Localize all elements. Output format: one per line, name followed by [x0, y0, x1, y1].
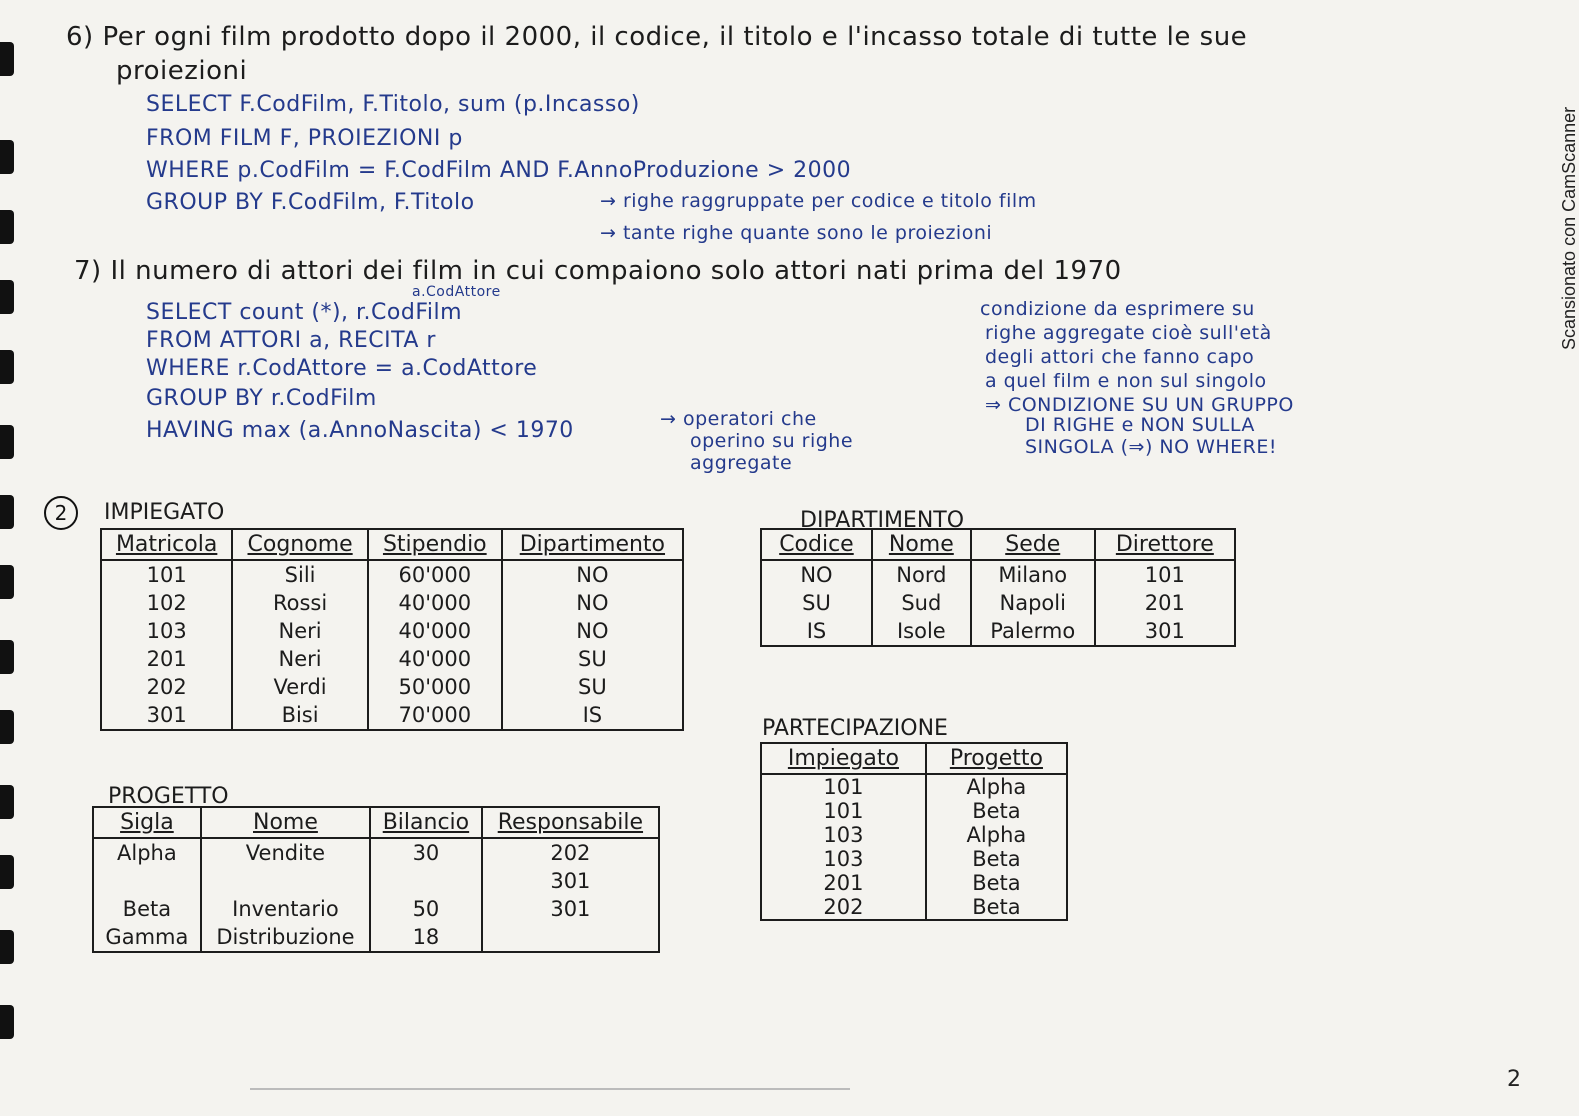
table-cell: Sud — [872, 589, 971, 617]
table-cell: Rossi — [232, 589, 368, 617]
q7-select: SELECT count (*), r.CodFilm — [146, 300, 463, 325]
scanner-watermark — [1535, 30, 1579, 360]
bottom-edge-line — [250, 1088, 850, 1090]
table-row — [101, 560, 683, 589]
table-cell: 101 — [761, 799, 926, 823]
table-cell: 101 — [101, 560, 232, 589]
table-cell: 30 — [370, 838, 482, 867]
binder-holes — [0, 30, 18, 1090]
table-cell: NO — [502, 589, 683, 617]
q7-having-note-2: operino su righe — [690, 430, 854, 452]
table-cell: 60'000 — [368, 560, 502, 589]
table-cell: Alpha — [926, 774, 1067, 799]
table-cell: Gamma — [93, 923, 201, 952]
column-header: Bilancio — [370, 807, 482, 838]
table-cell: 50 — [370, 895, 482, 923]
q7-side-note-5: ⇒ CONDIZIONE SU UN GRUPPO — [985, 394, 1294, 416]
partecipazione-table — [760, 742, 1068, 921]
table-row — [93, 867, 659, 895]
q7-annot-top: a.CodAttore — [412, 284, 501, 300]
table-cell: Neri — [232, 617, 368, 645]
table-row — [93, 838, 659, 867]
table-cell: 18 — [370, 923, 482, 952]
table-cell: 40'000 — [368, 617, 502, 645]
binder-hole — [0, 785, 14, 819]
column-header: Sede — [971, 529, 1095, 560]
progetto-title: PROGETTO — [108, 784, 229, 809]
q6-note1: → righe raggruppate per codice e titolo film — [600, 190, 1037, 212]
table-cell: 40'000 — [368, 589, 502, 617]
scanner-label: Scansionato con CamScanner — [1559, 106, 1579, 350]
column-header: Stipendio — [368, 529, 502, 560]
table-cell: 201 — [761, 871, 926, 895]
table-cell: Beta — [926, 847, 1067, 871]
table-cell: SU — [502, 645, 683, 673]
column-header: Direttore — [1095, 529, 1235, 560]
binder-hole — [0, 1005, 14, 1039]
binder-hole — [0, 350, 14, 384]
table-cell: 102 — [101, 589, 232, 617]
impiegato-table — [100, 528, 684, 731]
q7-having-note-1: → operatori che — [660, 408, 817, 430]
q7-side-note-3: degli attori che fanno capo — [985, 346, 1255, 368]
table-cell: 101 — [761, 774, 926, 799]
column-header: Nome — [872, 529, 971, 560]
q6-text: Per ogni film prodotto dopo il 2000, il codice, il titolo e l'incasso totale di tutte le sue — [102, 22, 1248, 52]
table-cell — [93, 867, 201, 895]
table-cell: Distribuzione — [201, 923, 370, 952]
q6-number: 6) — [66, 22, 94, 52]
table-row — [761, 560, 1235, 589]
table-row — [761, 799, 1067, 823]
q6-where: WHERE p.CodFilm = F.CodFilm AND F.AnnoProduzione > 2000 — [146, 158, 852, 183]
column-header: Matricola — [101, 529, 232, 560]
table-header-row — [761, 529, 1235, 560]
table-cell: Inventario — [201, 895, 370, 923]
table-row — [761, 617, 1235, 646]
q6-select: SELECT F.CodFilm, F.Titolo, sum (p.Incasso) — [146, 92, 640, 117]
table-cell: 301 — [1095, 617, 1235, 646]
q7-having: HAVING max (a.AnnoNascita) < 1970 — [146, 418, 574, 443]
table-cell — [482, 923, 659, 952]
table-cell: Palermo — [971, 617, 1095, 646]
q7-side-note-1: condizione da esprimere su — [980, 298, 1255, 320]
table-cell: Beta — [93, 895, 201, 923]
table-cell: Nord — [872, 560, 971, 589]
table-cell: Napoli — [971, 589, 1095, 617]
column-header: Responsabile — [482, 807, 659, 838]
table-cell: Vendite — [201, 838, 370, 867]
table-cell: Beta — [926, 895, 1067, 920]
q6-text-line1 — [66, 22, 1247, 52]
q7-side-note-2: righe aggregate cioè sull'età — [985, 322, 1272, 344]
table-cell: Bisi — [232, 701, 368, 730]
binder-hole — [0, 855, 14, 889]
table-cell: 301 — [101, 701, 232, 730]
table-row — [761, 871, 1067, 895]
table-cell: 202 — [482, 838, 659, 867]
table-cell: Sili — [232, 560, 368, 589]
table-cell: 201 — [1095, 589, 1235, 617]
table-row — [761, 847, 1067, 871]
column-header: Progetto — [926, 743, 1067, 774]
binder-hole — [0, 930, 14, 964]
table-cell: Isole — [872, 617, 971, 646]
q7-side-note-7: SINGOLA (⇒) NO WHERE! — [1025, 436, 1278, 458]
table-cell: 103 — [101, 617, 232, 645]
q6-groupby: GROUP BY F.CodFilm, F.Titolo — [146, 190, 475, 215]
column-header: Nome — [201, 807, 370, 838]
page-number: 2 — [1507, 1067, 1521, 1092]
binder-hole — [0, 640, 14, 674]
progetto-table — [92, 806, 660, 953]
table-cell: Beta — [926, 799, 1067, 823]
table-row — [101, 645, 683, 673]
column-header: Dipartimento — [502, 529, 683, 560]
table-row — [101, 673, 683, 701]
table-cell: SU — [502, 673, 683, 701]
table-header-row — [101, 529, 683, 560]
q7-side-note-4: a quel film e non sul singolo — [985, 370, 1267, 392]
table-cell — [201, 867, 370, 895]
column-header: Impiegato — [761, 743, 926, 774]
q7-text: Il numero di attori dei film in cui compaiono solo attori nati prima del 1970 — [110, 256, 1122, 286]
table-cell: NO — [761, 560, 872, 589]
table-cell: 50'000 — [368, 673, 502, 701]
table-cell: Verdi — [232, 673, 368, 701]
q6-text-line2: proiezioni — [116, 56, 248, 86]
table-cell: 301 — [482, 867, 659, 895]
binder-hole — [0, 710, 14, 744]
table-cell: 70'000 — [368, 701, 502, 730]
q7-text-line — [74, 256, 1122, 286]
q7-having-note-3: aggregate — [690, 452, 793, 474]
binder-hole — [0, 425, 14, 459]
table-row — [761, 589, 1235, 617]
table-cell: Beta — [926, 871, 1067, 895]
table-cell: 202 — [101, 673, 232, 701]
table-row — [93, 895, 659, 923]
dipartimento-table — [760, 528, 1236, 647]
table-cell: 40'000 — [368, 645, 502, 673]
table-cell: Neri — [232, 645, 368, 673]
table-cell: IS — [502, 701, 683, 730]
binder-hole — [0, 140, 14, 174]
table-row — [761, 774, 1067, 799]
table-row — [761, 895, 1067, 920]
table-cell: 103 — [761, 847, 926, 871]
binder-hole — [0, 210, 14, 244]
table-header-row — [93, 807, 659, 838]
table-row — [101, 701, 683, 730]
partecipazione-title: PARTECIPAZIONE — [762, 716, 948, 741]
column-header: Sigla — [93, 807, 201, 838]
table-cell: 103 — [761, 823, 926, 847]
table-cell: 101 — [1095, 560, 1235, 589]
impiegato-title: IMPIEGATO — [104, 500, 225, 525]
section-number: 2 — [44, 496, 78, 530]
table-cell: NO — [502, 617, 683, 645]
table-header-row — [761, 743, 1067, 774]
table-cell: SU — [761, 589, 872, 617]
table-cell: 201 — [101, 645, 232, 673]
table-row — [101, 589, 683, 617]
q6-from: FROM FILM F, PROIEZIONI p — [146, 126, 463, 151]
column-header: Codice — [761, 529, 872, 560]
table-cell: Alpha — [93, 838, 201, 867]
table-row — [101, 617, 683, 645]
binder-hole — [0, 280, 14, 314]
q7-where: WHERE r.CodAttore = a.CodAttore — [146, 356, 538, 381]
table-cell: Alpha — [926, 823, 1067, 847]
binder-hole — [0, 495, 14, 529]
table-cell: Milano — [971, 560, 1095, 589]
table-cell: 202 — [761, 895, 926, 920]
table-cell: NO — [502, 560, 683, 589]
table-cell: 301 — [482, 895, 659, 923]
dipartimento-title: DIPARTIMENTO — [800, 508, 965, 533]
binder-hole — [0, 42, 14, 76]
q7-groupby: GROUP BY r.CodFilm — [146, 386, 377, 411]
binder-hole — [0, 565, 14, 599]
table-cell: IS — [761, 617, 872, 646]
q6-note2: → tante righe quante sono le proiezioni — [600, 222, 993, 244]
table-row — [761, 823, 1067, 847]
q7-number: 7) — [74, 256, 102, 286]
q7-from: FROM ATTORI a, RECITA r — [146, 328, 436, 353]
table-cell — [370, 867, 482, 895]
table-row — [93, 923, 659, 952]
q7-side-note-6: DI RIGHE e NON SULLA — [1025, 414, 1255, 436]
column-header: Cognome — [232, 529, 368, 560]
